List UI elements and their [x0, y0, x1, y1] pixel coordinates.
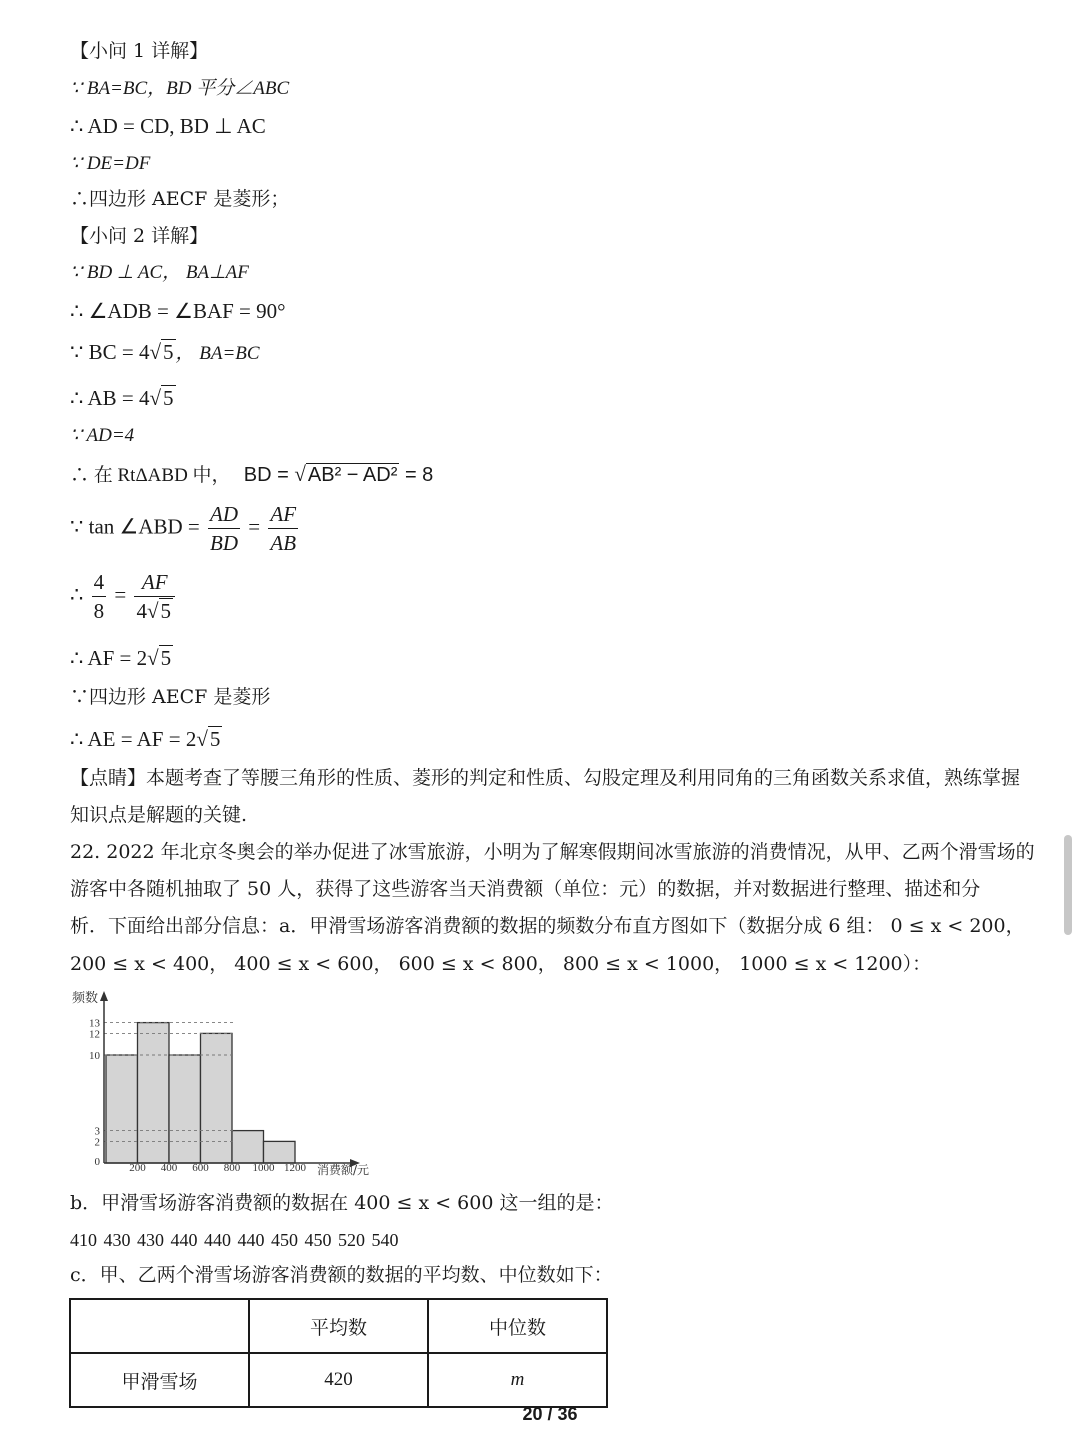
info-b: b．甲滑雪场游客消费额的数据在 400 ≤ x < 600 这一组的是： [70, 1192, 614, 1214]
histogram-bar [264, 1141, 296, 1163]
y-tick-label: 2 [94, 1136, 100, 1149]
histogram-bar [232, 1131, 264, 1163]
question-text: 析．下面给出部分信息：a．甲滑雪场游客消费额的数据的频数分布直方图如下（数据分成 6 组： 0 ≤ x < 200， [70, 915, 1025, 937]
histogram-bar [201, 1033, 233, 1163]
proof-line: ∴ AF = 2√5 [70, 646, 172, 670]
proof-line: ∴四边形 AECF 是菱形； [70, 188, 290, 210]
proof-line: ∵ DE=DF [70, 153, 151, 174]
proof-line: ∴ AB = 4√5 [70, 386, 174, 410]
part2-heading: 【小问 2 详解】 [70, 225, 209, 247]
proof-line: ∴ AE = AF = 2√5 [70, 727, 221, 751]
x-axis-label: 消费额/元 [317, 1163, 370, 1177]
y-tick-label: 3 [94, 1125, 100, 1138]
table-header-cell: 平均数 [249, 1299, 428, 1353]
page-number: 20 / 36 [522, 1404, 578, 1424]
proof-line: ∵ AD=4 [70, 425, 135, 446]
table-header-cell [70, 1299, 249, 1353]
vertical-scrollbar[interactable] [1064, 835, 1072, 935]
table-header-row [70, 1299, 607, 1353]
proof-line: ∴ $\frac{4}{8}$ = $\frac{AF}{4√5}$ [70, 568, 178, 625]
table-row [70, 1353, 607, 1407]
y-tick-label: 10 [89, 1050, 100, 1062]
y-tick-label: 13 [89, 1017, 100, 1030]
proof-line: ∴ 在 RtΔABD 中， BD = √ AB² − AD² = 8 [70, 462, 434, 486]
question-text: 200 ≤ x < 400， 400 ≤ x < 600， 600 ≤ x < 800， 800 ≤ x < 1000， 1000 ≤ x < 1200）： [70, 953, 932, 975]
x-tick-label: 600 [192, 1162, 209, 1174]
table-header-cell: 中位数 [428, 1299, 607, 1353]
histogram-bar [138, 1023, 170, 1163]
table-cell: 甲滑雪场 [70, 1353, 249, 1407]
proof-line: ∵ BA=BC，BD 平分∠ABC [70, 78, 290, 99]
proof-line: ∵ BC = 4√5 ， BA=BC [70, 340, 260, 364]
info-b-values: 410 430 430 440 440 440 450 450 520 540 [70, 1230, 399, 1250]
y-tick-label: 12 [89, 1028, 100, 1041]
stats-table [69, 1298, 608, 1408]
question-text: 游客中各随机抽取了 50 人，获得了这些游客当天消费额（单位：元）的数据，并对数据进行整理、描述和分 [70, 878, 981, 900]
info-c: c．甲、乙两个滑雪场游客消费额的数据的平均数、中位数如下： [70, 1264, 613, 1286]
proof-line: ∵四边形 AECF 是菱形 [70, 686, 271, 708]
comment-line: 【点睛】本题考查了等腰三角形的性质、菱形的判定和性质、勾股定理及利用同角的三角函数关系求值，熟练掌握 [70, 767, 1021, 789]
x-tick-label: 400 [160, 1162, 178, 1174]
histogram-chart [60, 985, 400, 1180]
y-axis-label: 频数 [72, 991, 99, 1006]
proof-line: ∴ AD = CD, BD ⊥ AC [70, 114, 266, 138]
y-axis-arrow [100, 991, 108, 1001]
x-tick-label: 800 [223, 1162, 241, 1174]
proof-line: ∵ BD ⊥ AC， BA⊥AF [70, 262, 249, 283]
proof-line: ∴ ∠ADB = ∠BAF = 90° [70, 299, 286, 323]
x-tick-label: 0 [94, 1156, 100, 1168]
proof-line: ∵ tan ∠ABD = $\frac{AD}{BD}$ = $\frac{AF}{AB}$ [70, 502, 297, 555]
comment-line: 知识点是解题的关键. [70, 804, 248, 826]
table-cell: 420 [249, 1353, 428, 1407]
table-cell: m [428, 1353, 607, 1407]
part1-heading: 【小问 1 详解】 [70, 40, 209, 62]
x-tick-label: 200 [129, 1162, 146, 1174]
x-tick-label: 1200 [284, 1162, 306, 1174]
histogram-bar [169, 1055, 201, 1163]
question-text: 22. 2022 年北京冬奥会的举办促进了冰雪旅游，小明为了解寒假期间冰雪旅游的消费情况，从甲、乙两个滑雪场的 [70, 841, 1035, 863]
histogram-bar [106, 1055, 138, 1163]
x-tick-label: 1000 [252, 1162, 275, 1174]
